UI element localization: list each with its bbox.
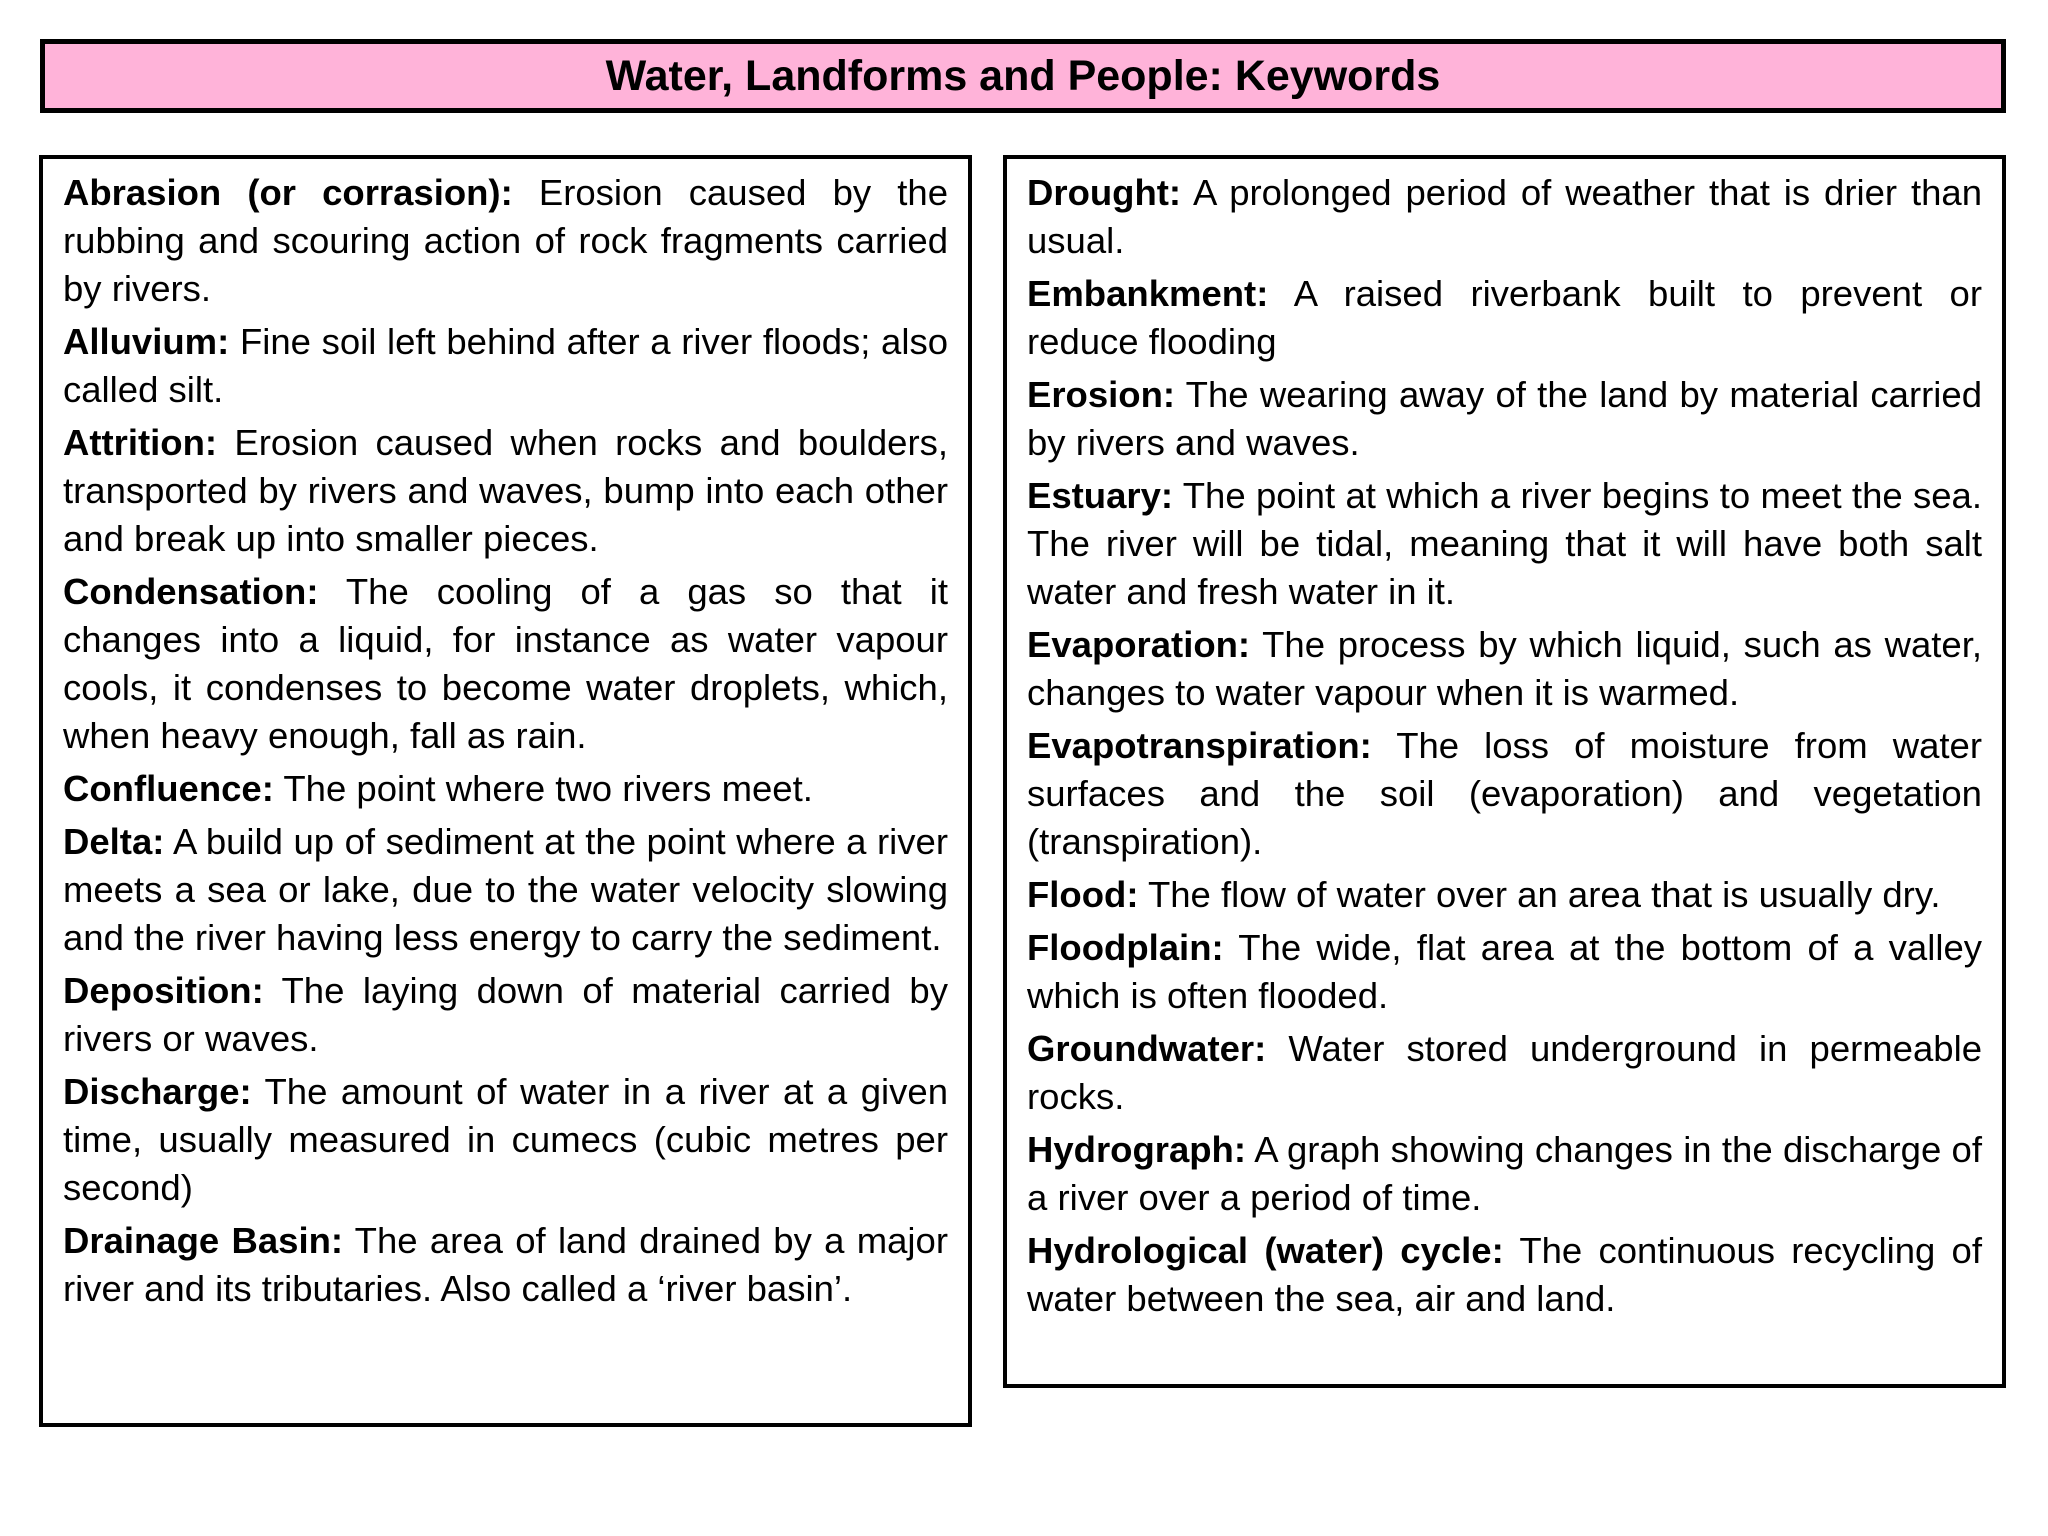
keyword-entry-abrasion — [63, 169, 948, 313]
title-bar — [40, 39, 2006, 113]
keyword-term: Hydrograph: — [1027, 1129, 1246, 1170]
keyword-entry-confluence — [63, 765, 948, 813]
keyword-term: Erosion: — [1027, 374, 1176, 415]
keyword-definition: The continuous recycling of water between the sea, air and land. — [1027, 1230, 1982, 1319]
keyword-term: Evaporation: — [1027, 624, 1251, 665]
keyword-definition: The process by which liquid, such as water, changes to water vapour when it is warmed. — [1027, 624, 1982, 713]
keyword-definition: The point at which a river begins to meet the sea. The river will be tidal, meaning that it will have both salt water and fresh water in it. — [1027, 475, 1982, 612]
keyword-entry-groundwater — [1027, 1025, 1982, 1121]
keyword-term: Drainage Basin: — [63, 1220, 344, 1261]
keyword-term: Deposition: — [63, 970, 264, 1011]
keyword-entry-evaporation — [1027, 621, 1982, 717]
keyword-definition: The amount of water in a river at a given time, usually measured in cumecs (cubic metres per second) — [63, 1071, 948, 1208]
keyword-definition: The point where two rivers meet. — [273, 768, 813, 809]
keyword-entry-estuary — [1027, 472, 1982, 616]
keyword-definition: Fine soil left behind after a river floods; also called silt. — [63, 321, 948, 410]
keyword-entry-drainage-basin — [63, 1217, 948, 1313]
keyword-entry-attrition — [63, 419, 948, 563]
keyword-entry-hydrological-cycle — [1027, 1227, 1982, 1323]
keyword-term: Discharge: — [63, 1071, 252, 1112]
keyword-term: Hydrological (water) cycle: — [1027, 1230, 1504, 1271]
keyword-entry-floodplain — [1027, 924, 1982, 1020]
keyword-definition: The flow of water over an area that is usually dry. — [1138, 874, 1941, 915]
keyword-term: Attrition: — [63, 422, 218, 463]
keyword-entry-embankment — [1027, 270, 1982, 366]
keyword-entry-drought — [1027, 169, 1982, 265]
keyword-term: Drought: — [1027, 172, 1182, 213]
keyword-definition: The loss of moisture from water surfaces and the soil (evaporation) and vegetation (transpiration). — [1027, 725, 1982, 862]
keyword-definition: The wide, flat area at the bottom of a valley which is often flooded. — [1027, 927, 1982, 1016]
keyword-term: Delta: — [63, 821, 165, 862]
keyword-entry-delta — [63, 818, 948, 962]
keyword-term: Estuary: — [1027, 475, 1174, 516]
keyword-term: Flood: — [1027, 874, 1139, 915]
keywords-panel-right — [1003, 155, 2006, 1388]
keyword-definition: A raised riverbank built to prevent or reduce flooding — [1027, 273, 1982, 362]
keyword-definition: Erosion caused by the rubbing and scouring action of rock fragments carried by rivers. — [63, 172, 948, 309]
keyword-definition: Erosion caused when rocks and boulders, transported by rivers and waves, bump into each other and break up into smaller pieces. — [63, 422, 948, 559]
keyword-entry-erosion — [1027, 371, 1982, 467]
keyword-term: Confluence: — [63, 768, 274, 809]
keyword-definition: The wearing away of the land by material carried by rivers and waves. — [1027, 374, 1982, 463]
keywords-panel-left — [39, 155, 972, 1427]
keyword-term: Evapotranspiration: — [1027, 725, 1372, 766]
keyword-entry-flood — [1027, 871, 1982, 919]
keyword-definition: Water stored underground in permeable rocks. — [1027, 1028, 1982, 1117]
keyword-term: Abrasion (or corrasion): — [63, 172, 513, 213]
keyword-entry-hydrograph — [1027, 1126, 1982, 1222]
keyword-definition: The laying down of material carried by rivers or waves. — [63, 970, 948, 1059]
keyword-term: Condensation: — [63, 571, 319, 612]
keyword-term: Alluvium: — [63, 321, 230, 362]
keyword-definition: A prolonged period of weather that is drier than usual. — [1027, 172, 1982, 261]
keyword-term: Floodplain: — [1027, 927, 1224, 968]
keyword-entry-deposition — [63, 967, 948, 1063]
keyword-entry-evapotranspiration — [1027, 722, 1982, 866]
keyword-term: Groundwater: — [1027, 1028, 1267, 1069]
keyword-entry-discharge — [63, 1068, 948, 1212]
keyword-entry-condensation — [63, 568, 948, 760]
keyword-definition: The area of land drained by a major river and its tributaries. Also called a ‘river basin’. — [63, 1220, 948, 1309]
keyword-definition: A graph showing changes in the discharge of a river over a period of time. — [1027, 1129, 1982, 1218]
keyword-entry-alluvium — [63, 318, 948, 414]
keyword-term: Embankment: — [1027, 273, 1269, 314]
keyword-definition: A build up of sediment at the point where a river meets a sea or lake, due to the water velocity slowing and the river having less energy to carry the sediment. — [63, 821, 948, 958]
page-title: Water, Landforms and People: Keywords — [605, 51, 1441, 100]
keyword-definition: The cooling of a gas so that it changes into a liquid, for instance as water vapour cools, it condenses to become water droplets, which, when heavy enough, fall as rain. — [63, 571, 948, 756]
